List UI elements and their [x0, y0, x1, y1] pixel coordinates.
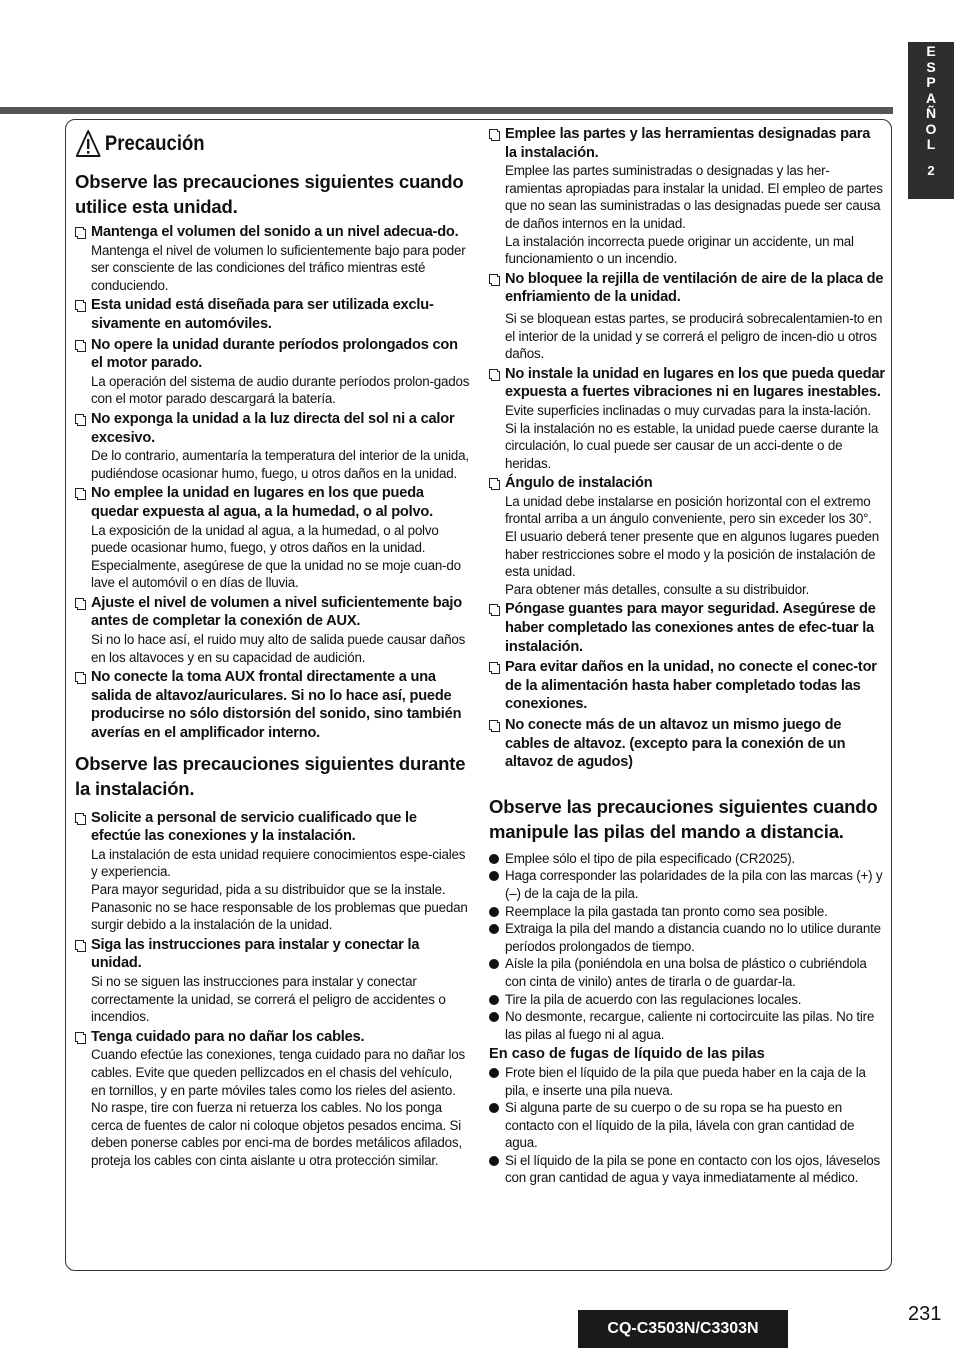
checkbox-icon [489, 662, 498, 672]
checkbox-icon [489, 604, 498, 614]
precaution-text: Si no lo hace así, el ruido muy alto de salida puede causar daños en los altavoces y en su capacidad de audición. [91, 632, 466, 665]
precaution-text: Para obtener más detalles, consulte a su distribuidor. [505, 581, 810, 597]
checkbox-icon [489, 369, 498, 379]
precaution-heading: Mantenga el volumen del sonido a un nivel adecua-do. [91, 224, 459, 240]
precaution-item [489, 600, 885, 656]
precaution-heading: No instale la unidad en lugares en los que pueda quedar expuesta a fuertes vibraciones ni en lugares inestables. [505, 365, 885, 401]
precaution-item [489, 365, 885, 473]
right-column [489, 125, 885, 1187]
precaution-heading: No opere la unidad durante períodos prolongados con el motor parado. [91, 336, 458, 372]
bullet-text: Haga corresponder las polaridades de la pila con las marcas (+) y (–) de la caja de la pila. [505, 868, 883, 901]
bullet-item [489, 1152, 885, 1187]
bullet-text: Frote bien el líquido de la pila que pueda haber en la caja de la pila, e inserte una pila nueva. [505, 1064, 866, 1098]
precaution-text: La unidad debe instalarse en posición horizontal con el extremo frontal arriba a un ángulo conveniente, pero sin exceder los 30°. [505, 493, 872, 527]
precaution-text: El usuario deberá tener presente que en algunos lugares pueden haber restricciones sobre el modo y la posición de instalación de esta unidad. [505, 529, 879, 580]
precaution-item [489, 658, 885, 714]
page-title-text: Precaución [104, 132, 205, 155]
precaution-item [75, 1028, 470, 1170]
warning-icon [75, 129, 101, 159]
bullet-icon [489, 1068, 499, 1078]
precaution-heading: Tenga cuidado para no dañar los cables. [91, 1028, 365, 1045]
checkbox-icon [75, 813, 84, 823]
bullet-text: No desmonte, recargue, caliente ni cortocircuite las pilas. No tire las pilas al fuego ni al agua. [505, 1009, 875, 1042]
checkbox-icon [75, 300, 84, 310]
checkbox-icon [489, 720, 498, 730]
bullet-icon [489, 1156, 499, 1166]
bullet-icon [489, 959, 499, 969]
bullet-text: Reemplace la pila gastada tan pronto como sea posible. [505, 903, 828, 919]
side-tab-letter: P [926, 74, 936, 90]
precaution-text: Si se bloquean estas partes, se producirá sobrecalentamien-to en el interior de la unidad y se correrá el peligro de incen-dio u otros daños. [505, 310, 883, 362]
section-heading-batteries: Observe las precauciones siguientes cuando manipule las pilas del mando a distancia. [489, 795, 878, 842]
bullet-item [489, 920, 885, 955]
left-column [75, 125, 470, 1172]
precaution-heading: Solicite a personal de servicio cualificado que le efectúe las conexiones y la instalación. [91, 809, 417, 845]
bullet-icon [489, 854, 499, 864]
leak-heading: En caso de fugas de líquido de las pilas [489, 1046, 765, 1063]
precaution-text: Si no se siguen las instrucciones para instalar y conectar correctamente la unidad, se correrá el peligro de accidentes o incendios. [91, 973, 446, 1025]
precaution-heading: Siga las instrucciones para instalar y conectar la unidad. [91, 936, 420, 972]
precaution-item [489, 716, 885, 772]
section-heading-use: Observe las precauciones siguientes cuando utilice esta unidad. [75, 171, 464, 217]
bullet-item [489, 850, 885, 868]
checkbox-icon [75, 1032, 84, 1042]
bullet-item [489, 1008, 885, 1043]
checkbox-icon [75, 414, 84, 424]
checkbox-icon [75, 672, 84, 682]
precaution-heading: Póngase guantes para mayor seguridad. Asegúrese de haber completado las conexiones antes de efec-tuar la instalación. [505, 601, 876, 655]
checkbox-icon [75, 940, 84, 950]
precaution-item [75, 296, 470, 333]
precaution-heading: Ajuste el nivel de volumen a nivel suficientemente bajo antes de completar la conexión de AUX. [91, 594, 462, 630]
checkbox-icon [489, 129, 498, 139]
page-number: 231 [908, 1303, 942, 1325]
precaution-item [75, 668, 470, 742]
precaution-text: Para mayor seguridad, pida a su distribuidor que se la instale. [91, 882, 446, 897]
precaution-heading: No exponga la unidad a la luz directa del sol ni a calor excesivo. [91, 410, 455, 446]
bullet-item [489, 1064, 885, 1099]
precaution-text: De lo contrario, aumentaría la temperatura del interior de la unida, pudiéndose ocasionar humo, fuego, u otros daños en la unidad. [91, 448, 469, 481]
precaution-heading: Esta unidad está diseñada para ser utilizada exclu-sivamente en automóviles. [91, 297, 434, 332]
precaution-text: Evite superficies inclinadas o muy curvadas para la insta-lación. Si la instalación no es estable, la unidad puede caerse durante la circulación, lo cual puede ser causar de un acci-dente o de heridas. [505, 402, 879, 471]
precaution-text: La exposición de la unidad al agua, a la humedad, o al polvo puede ocasionar humo, fuego, y otros daños en la unidad. Especialmente, asegúrese de que la unidad no se moje cuan-do lave el automóvil o en días de lluvia. [91, 522, 461, 591]
side-tab-letter: E [926, 43, 936, 59]
language-side-tab [908, 42, 954, 199]
side-tab-letter: L [926, 136, 936, 152]
bullet-item [489, 903, 885, 921]
precaution-item [489, 474, 885, 598]
bullet-item [489, 867, 885, 902]
side-tab-number: 2 [927, 162, 935, 178]
bullet-text: Emplee sólo el tipo de pila especificado (CR2025). [505, 850, 795, 866]
precaution-item [75, 936, 470, 1026]
precaution-item [75, 484, 470, 592]
side-tab-letter: O [925, 120, 937, 137]
checkbox-icon [489, 274, 498, 284]
bullet-icon [489, 995, 499, 1005]
bullet-icon [489, 1012, 499, 1022]
precaution-item [489, 270, 885, 363]
precaution-text: Emplee las partes suministradas o designadas y las her-ramientas apropiadas para instalar la unidad. El empleo de partes que no sean las suministradas o las designadas puede ser causa de daños internos en la unidad. [505, 163, 883, 231]
precaution-item [489, 125, 885, 268]
precaution-item [75, 223, 470, 294]
bullet-icon [489, 924, 499, 934]
precaution-heading: Para evitar daños en la unidad, no conecte el conec-tor de la alimentación hasta haber completado todas las conexiones. [505, 659, 877, 713]
checkbox-icon [489, 478, 498, 488]
precaution-text: Panasonic no se hace responsable de los problemas que puedan surgir debido a la instalación de la unidad. [91, 899, 468, 933]
bullet-item [489, 991, 885, 1009]
page-title [75, 129, 423, 159]
precaution-heading: No emplee la unidad en lugares en los que pueda quedar expuesta al agua, a la humedad, o al polvo. [91, 485, 433, 520]
precaution-text: Cuando efectúe las conexiones, tenga cuidado para no dañar los cables. Evite que queden pellizcados en el chasis del vehículo, en tornillos, y en parte móviles tales como los rieles del asiento. No raspe, tire con fuerza ni retuerza los cables. No los ponga cerca de fuentes de calor ni coloque objetos pesados encima. Si deben ponerse cables por enci-ma de bordes metálicos afilados, proteja los cables con cinta aislante u otra protección similar. [91, 1047, 465, 1168]
precaution-heading: Emplee las partes y las herramientas designadas para la instalación. [505, 126, 871, 161]
side-tab-letter: Ñ [925, 105, 937, 121]
model-label: CQ-C3503N/C3303N [578, 1310, 788, 1348]
bullet-text: Aísle la pila (poniéndola en una bolsa de plástico o cubriéndola con cinta de vinilo) antes de tirarla o de guardar-la. [505, 956, 867, 989]
checkbox-icon [75, 488, 84, 498]
precaution-heading: No bloquee la rejilla de ventilación de aire de la placa de enfriamiento de la unidad. [505, 270, 884, 306]
precaution-text: Mantenga el nivel de volumen lo suficientemente bajo para poder ser consciente de las condiciones del tráfico mientras esté conduciendo. [91, 242, 466, 293]
precaution-item [75, 594, 470, 666]
side-tab-letter: A [925, 89, 937, 106]
bullet-item [489, 1099, 885, 1152]
bullet-icon [489, 1103, 499, 1113]
bullet-text: Extraiga la pila del mando a distancia cuando no lo utilice durante períodos prolongados de tiempo. [505, 921, 881, 954]
precaution-text: La instalación de esta unidad requiere conocimientos espe-ciales y experiencia. [91, 846, 466, 880]
side-tab-letter: S [926, 58, 936, 75]
bullet-item [489, 955, 885, 990]
precaution-item [75, 336, 470, 408]
precaution-heading: Ángulo de instalación [505, 475, 653, 492]
precaution-item [75, 809, 470, 934]
checkbox-icon [75, 598, 84, 608]
checkbox-icon [75, 340, 84, 350]
precaution-text: La operación del sistema de audio durante períodos prolon-gados con el motor parado descargará la batería. [91, 373, 470, 407]
bullet-text: Si alguna parte de su cuerpo o de su ropa se ha puesto en contacto con el líquido de la pila, lávela con gran cantidad de agua. [505, 1100, 855, 1151]
checkbox-icon [75, 227, 84, 237]
precaution-heading: No conecte más de un altavoz un mismo juego de cables de altavoz. (excepto para la conexión de un altavoz de agudos) [505, 717, 846, 771]
precaution-heading: No conecte la toma AUX frontal directamente a una salida de altavoz/auriculares. Si no lo hace así, puede producirse no sólo distorsión del sonido, sino también averías en el amplificador interno. [91, 669, 462, 742]
section-heading-install: Observe las precauciones siguientes durante la instalación. [75, 752, 466, 799]
top-rule [0, 107, 893, 114]
precaution-item [75, 410, 470, 482]
bullet-text: Si el líquido de la pila se pone en contacto con los ojos, láveselos con gran cantidad de agua y vaya inmediatamente al médico. [505, 1152, 880, 1186]
precaution-text: La instalación incorrecta puede originar un accidente, un mal funcionamiento o un incendio. [505, 233, 854, 267]
bullet-icon [489, 871, 499, 881]
bullet-text: Tire la pila de acuerdo con las regulaciones locales. [505, 991, 802, 1007]
bullet-icon [489, 907, 499, 917]
